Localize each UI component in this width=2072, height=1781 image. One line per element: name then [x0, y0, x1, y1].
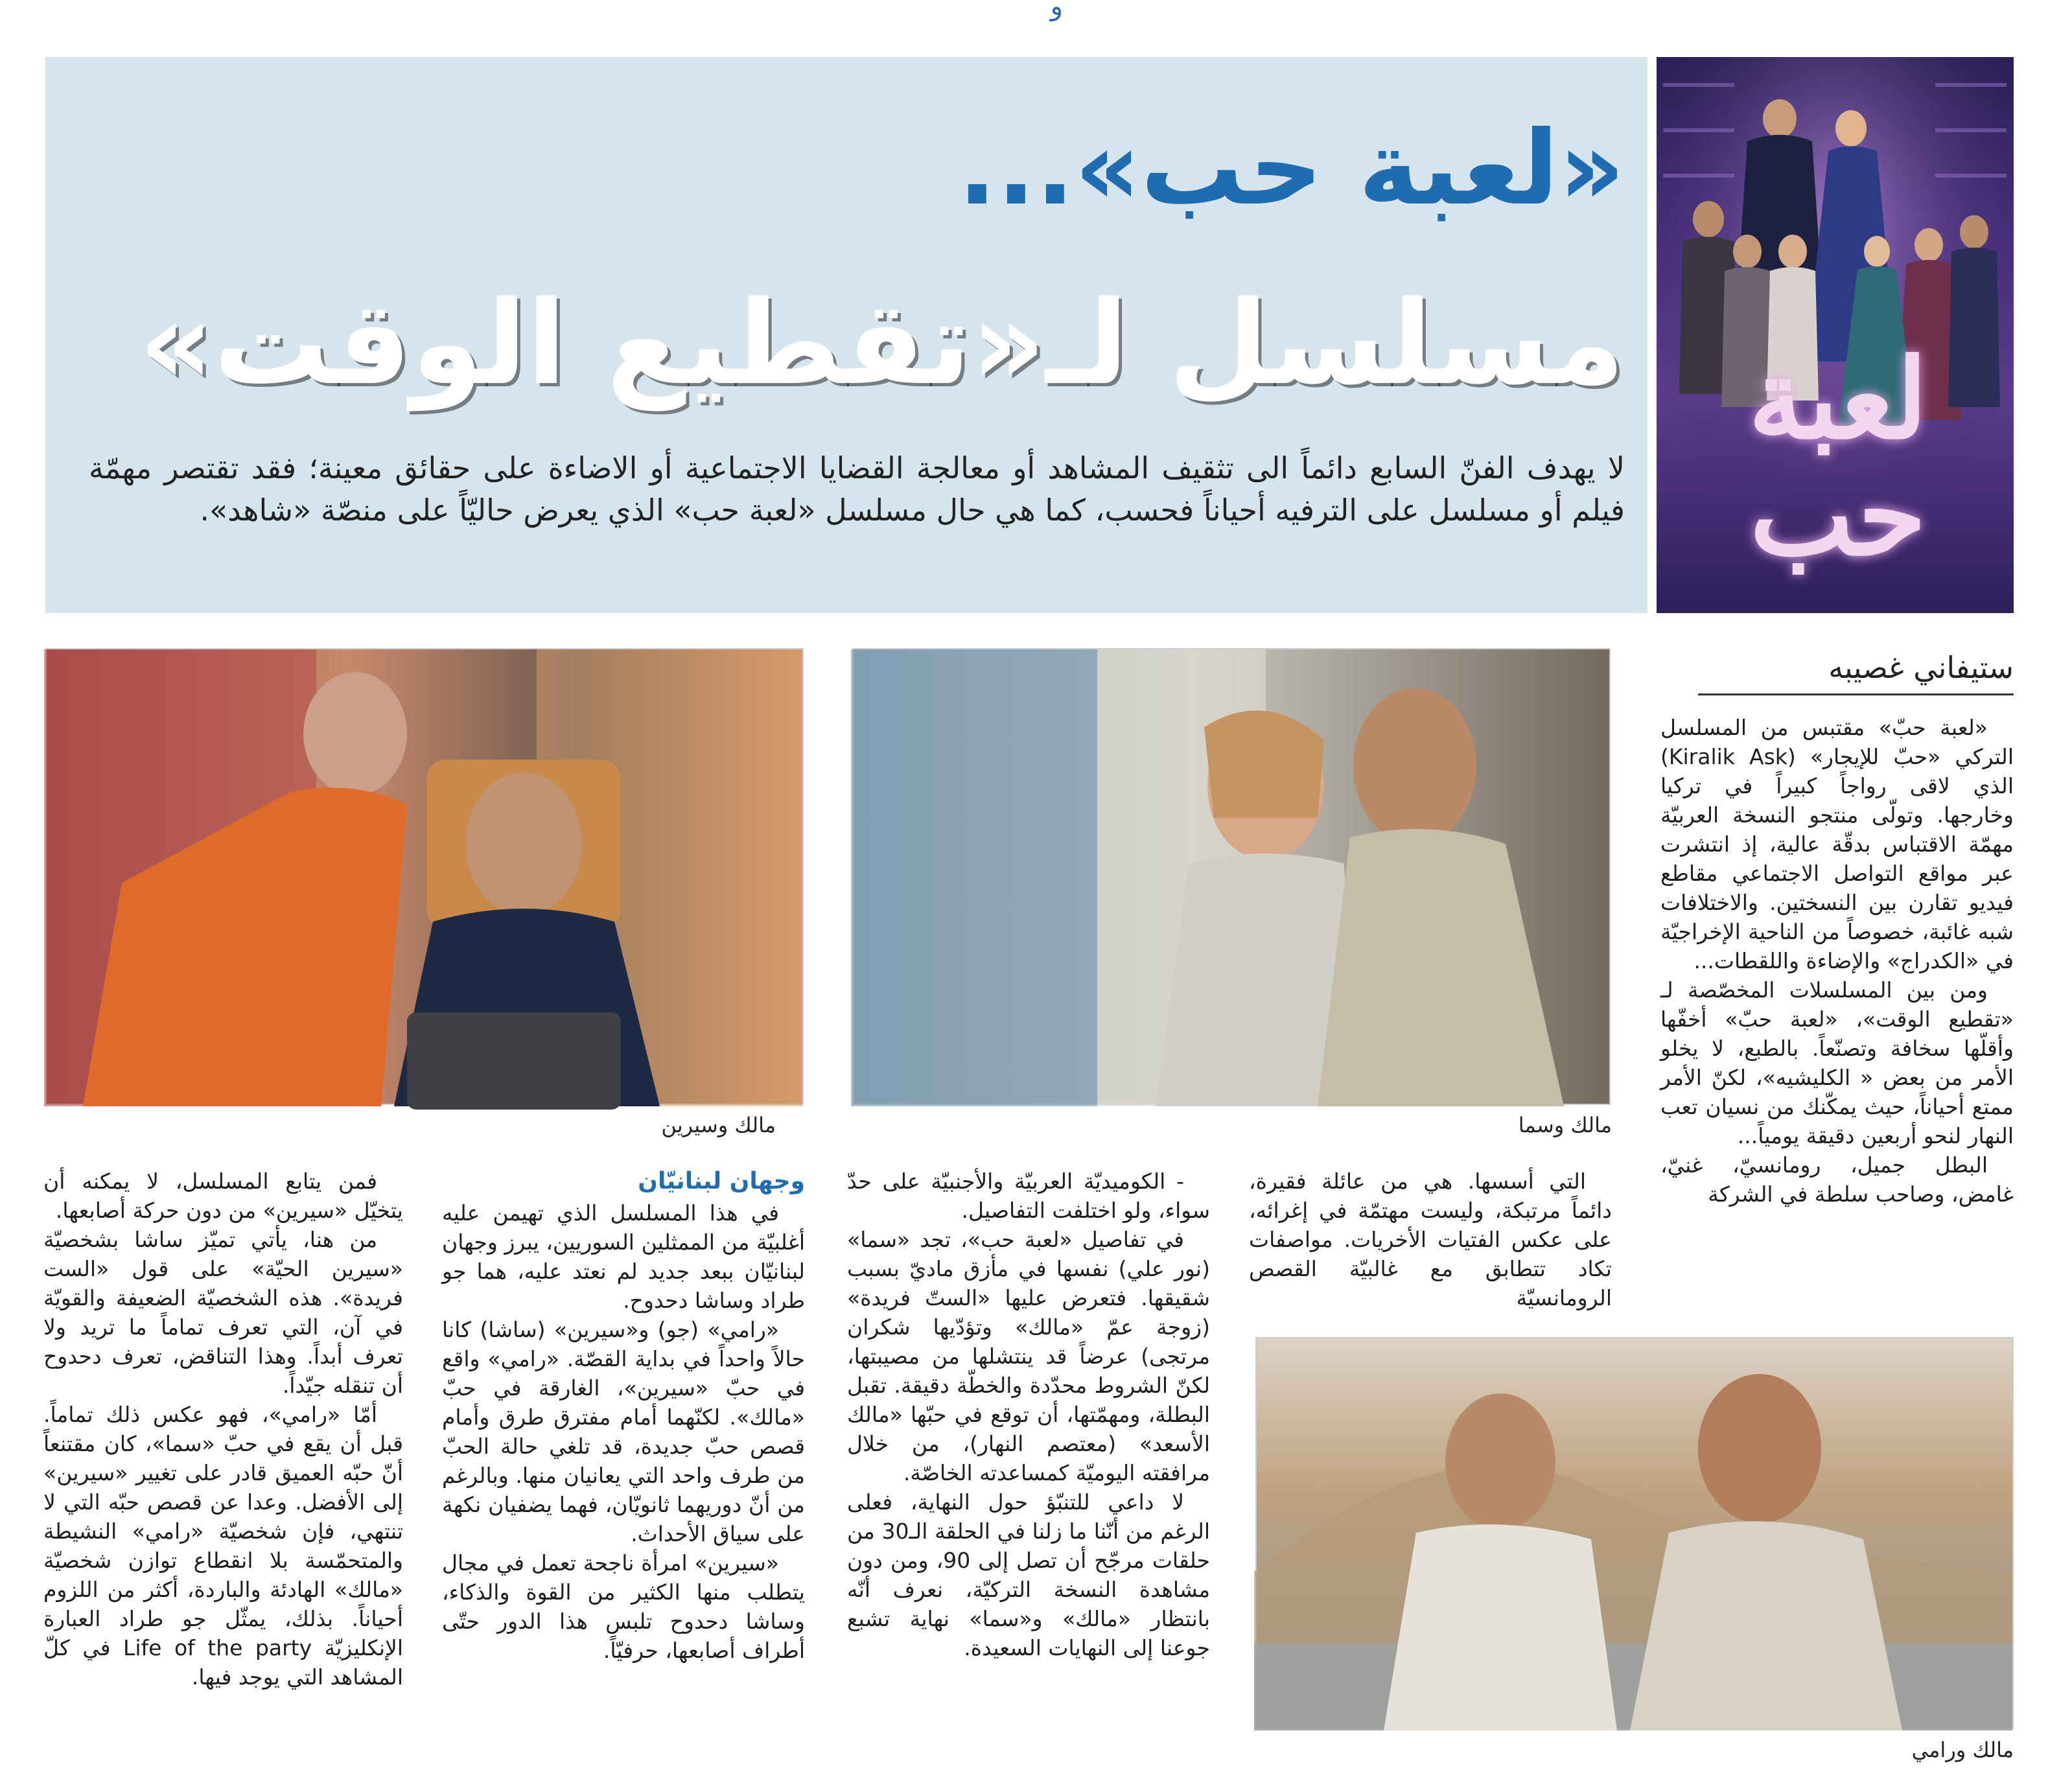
photo-malek-rami — [1255, 1337, 2014, 1729]
paragraph: لا داعي للتنبّؤ حول النهاية، فعلى الرغم من أنّنا ما زلنا في الحلقة الـ30 من حلقات مرجّح أن تصل إلى 90، ومن دون مشاهدة النسخة التركيّة، نعرف أنّه بانتظار «مالك» و«سما» نهاية تشبع جوعنا إلى النهايات السعيدة. — [847, 1489, 1211, 1660]
column-c — [442, 1167, 805, 1665]
paragraph: التي أسسها. هي من عائلة فقيرة، دائماً مرتبكة، وليست مهتمّة في إغرائه، على عكس الفتيات الأخريات. مواصفات تكاد تتطابق مع غالبيّة القصص الرومانسيّة — [1249, 1169, 1612, 1310]
author-divider — [1698, 693, 2014, 695]
column-d — [43, 1167, 403, 1692]
column-b — [847, 1167, 1210, 1662]
caption-mid-photo: مالك وسما — [1518, 1113, 1612, 1137]
series-poster — [1657, 57, 2014, 613]
photo-mid-illustration — [851, 649, 1609, 1106]
photo-bottom-illustration — [1254, 1338, 2012, 1730]
paragraph: من هنا، يأتي تميّز ساشا بشخصيّة «سيرين الحيّة» على قول «الست فريدة». هذه الشخصيّة الضعيفة والقويّة في آن، التي تعرف تماماً ما تريد ولا تعرف أبداً. وهذا التناقض، تعرف دحدوح أن تنقله جيّداً. — [43, 1227, 403, 1398]
paragraph: «لعبة حبّ» مقتبس من المسلسل التركي «حبّ للإيجار» (Kiralik Ask) الذي لاقى رواجاً كبيراً في تركيا وخارجها. وتولّى منتجو النسخة العربيّة مهمّة الاقتباس بدقّة عالية، إذ انتشرت عبر مواقع التواصل الاجتماعي مقاطع فيديو تقارن بين النسختين. والاختلافات شبه غائبة، خصوصاً من الناحية الإخراجيّة في «الكدراج» والإضاءة واللقطات... — [1660, 715, 2014, 973]
intro-paragraph: لا يهدف الفنّ السابع دائماً الى تثقيف المشاهد أو معالجة القضايا الاجتماعية أو الاضاءة على حقائق معينة؛ فقد تقتصر مهمّة فيلم أو مسلسل على الترفيه أحياناً فحسب، كما هي حال مسلسل «لعبة حب» الذي يعرض حاليّاً على منصّة «شاهد». — [89, 450, 1625, 528]
subheading-lebanese-faces: وجهان لبنانيّان — [638, 1168, 805, 1194]
top-ornament: و — [1050, 0, 1063, 21]
photo-malek-sama — [852, 648, 1611, 1105]
paragraph: - الكوميديّة العربيّة والأجنبيّة على حدّ سواء، ولو اختلفت التفاصيل. — [847, 1169, 1210, 1223]
paragraph: ومن بين المسلسلات المخصّصة لـ «تقطيع الوقت»، «لعبة حبّ» أخفّها وأقلّها سخافة وتصنّعاً. بالطبع، لا يخلو الأمر من بعض « الكليشيه»، لكنّ الأمر ممتع أحياناً، حيث يمكّنك من نسيان تعب النهار لنحو أربعين دقيقة يومياً... — [1660, 977, 2014, 1148]
paragraph: فمن يتابع المسلسل، لا يمكنه أن يتخيّل «سيرين» من دون حركة أصابعها. — [43, 1169, 403, 1223]
author-byline: ستيفاني غصيبه — [1828, 650, 2014, 685]
column-a — [1249, 1167, 1612, 1312]
paragraph: البطل جميل، رومانسيّ، غنيّ، غامض، وصاحب سلطة في الشركة — [1660, 1152, 2014, 1207]
caption-left-photo: مالك وسيرين — [661, 1113, 776, 1137]
column-right-top — [1660, 713, 2014, 1209]
paragraph: «رامي» (جو) و«سيرين» (ساشا) كانا حالاً واحداً في بداية القصّة. «رامي» واقع في حبّ «سيرين»، الغارقة في حبّ «مالك». لكنّهما أمام مفترق طرق وأمام قصص حبّ جديدة، قد تلغي حالة الحبّ من طرف واحد التي يعانيان منها. وبالرغم من أنّ دوريهما ثانويّان، فهما يضفيان نكهة على سياق الأحداث. — [442, 1317, 805, 1546]
poster-logo-text: لعبة حب — [1748, 334, 1928, 581]
paragraph: «سيرين» امرأة ناجحة تعمل في مجال يتطلب منها الكثير من القوة والذكاء، وساشا دحدوح تلبس هذا الدور حتّى أطراف أصابعها، حرفيّاً. — [442, 1550, 805, 1663]
headline-line-2: مسلسل لـ«تقطيع الوقت» — [139, 276, 1625, 410]
caption-bottom-photo: مالك ورامي — [1911, 1738, 2014, 1762]
paragraph: أمّا «رامي»، فهو عكس ذلك تماماً. قبل أن يقع في حبّ «سما»، كان مقتنعاً أنّ حبّه العميق قادر على تغيير «سيرين» إلى الأفضل. وعدا عن قصص حبّه التي لا تنتهي، فإن شخصيّة «رامي» النشيطة والمتحمّسة بلا انقطاع توازن شخصيّة «مالك» الهادئة والباردة، أكثر من اللزوم أحياناً. بذلك، يمثّل جو طراد العبارة الإنكليزيّة Life of the party في كلّ المشاهد التي يوجد فيها. — [43, 1402, 403, 1690]
headline-line-1: «لعبة حب»... — [957, 109, 1625, 228]
photo-malek-sirine — [45, 648, 804, 1105]
paragraph: في هذا المسلسل الذي تهيمن عليه أغلبيّة من الممثلين السوريين، يبرز وجهان لبنانيّان ببعد جديد لم نعتد عليه، هما جو طراد وساشا دحدوح. — [442, 1200, 805, 1313]
paragraph: في تفاصيل «لعبة حب»، تجد «سما» (نور علي) نفسها في مأزق ماديّ بسبب شقيقها. فتعرض عليها «الستّ فريدة» (زوجة عمّ «مالك» وتؤدّيها شكران مرتجى) عرضاً قد ينتشلها من مصيبتها، لكنّ الشروط محدّدة والخطّة دقيقة. تقبل البطلة، ومهمّتها، أن توقع في حبّها «مالك الأسعد» (معتصم النهار)، من خلال مرافقته اليوميّة كمساعدته الخاصّة. — [847, 1227, 1210, 1485]
photo-left-illustration — [44, 649, 802, 1106]
